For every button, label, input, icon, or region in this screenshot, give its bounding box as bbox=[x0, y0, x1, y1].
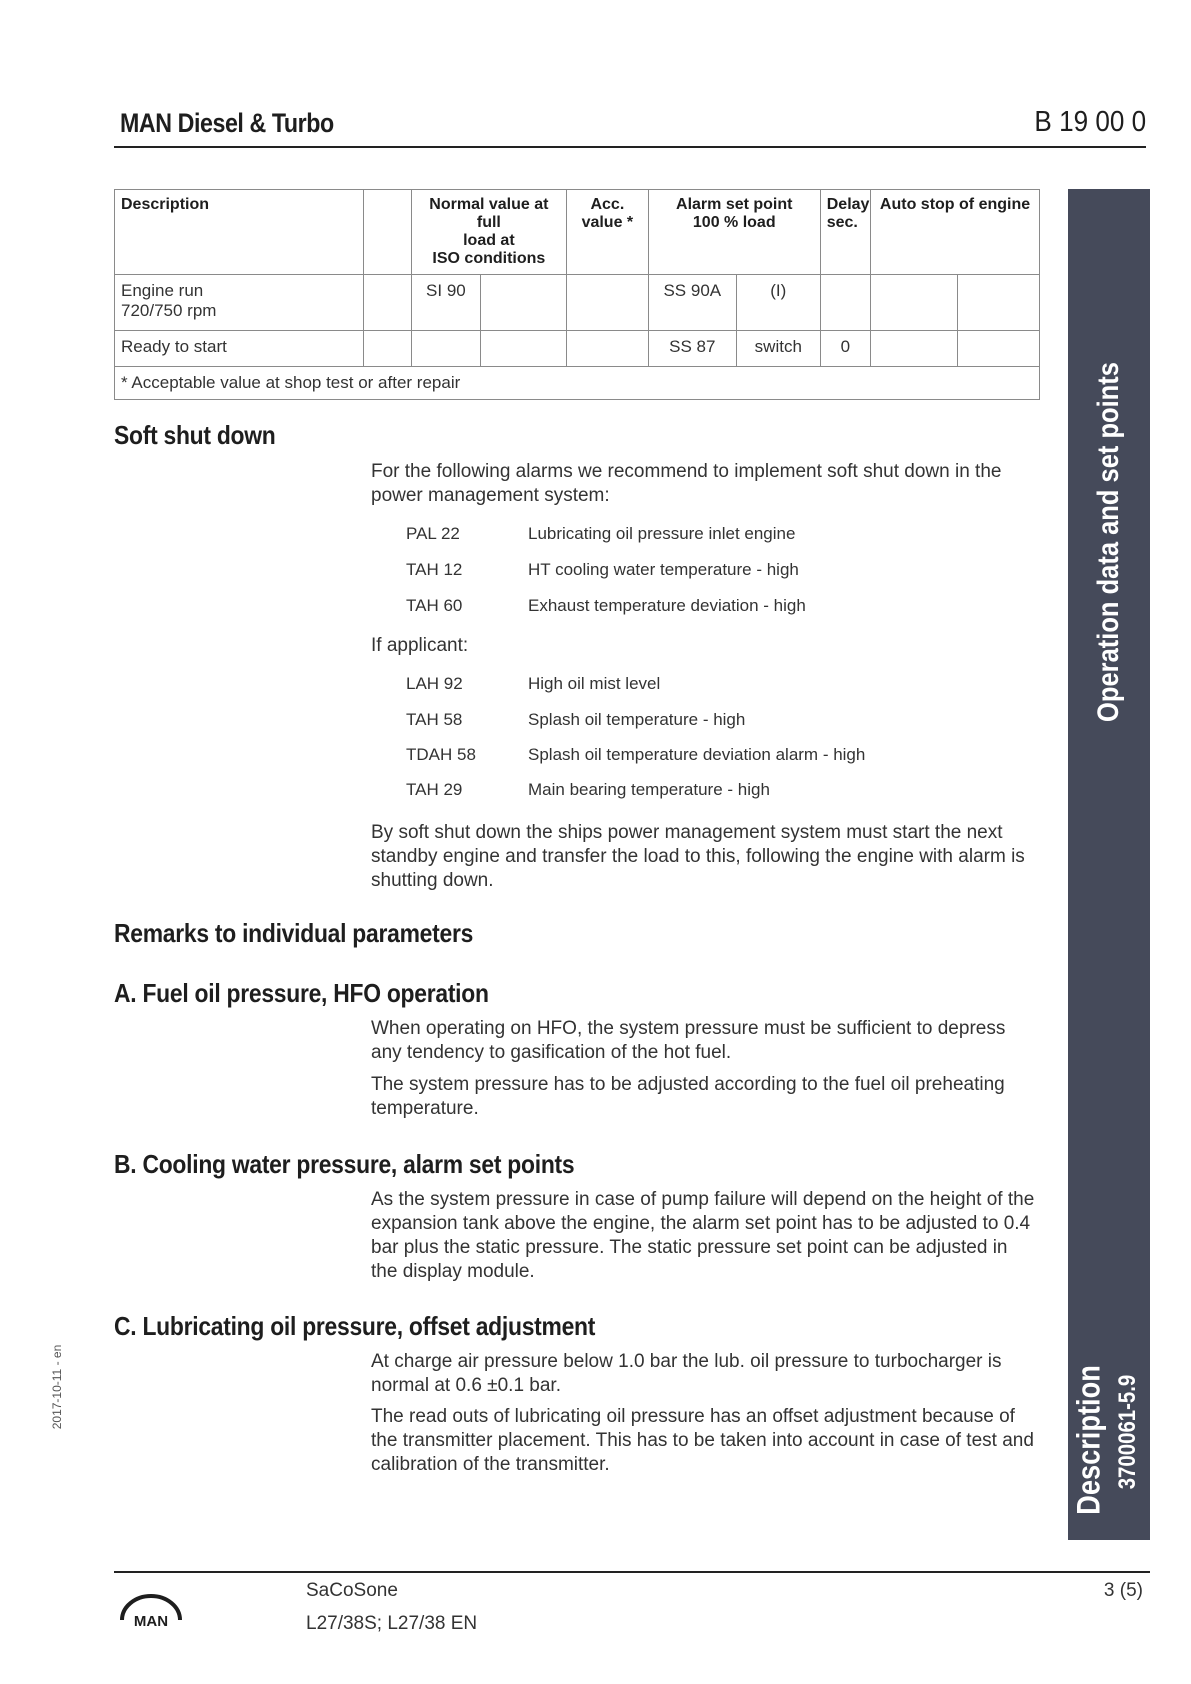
alarm-description: High oil mist level bbox=[528, 674, 661, 693]
alarm-description: Exhaust temperature deviation - high bbox=[528, 596, 806, 615]
row-alarm-value: (I) bbox=[736, 275, 820, 331]
alarm-code: PAL 22 bbox=[406, 524, 460, 543]
row-alarm-value: switch bbox=[736, 331, 820, 367]
page-header bbox=[114, 100, 1146, 148]
soft-shut-down-outro: By soft shut down the ships power management system must start the next standby engine and transfer the load to this, following the engine with alarm is shutting down. bbox=[371, 822, 1025, 891]
document-number: B 19 00 0 bbox=[1034, 106, 1146, 138]
header-description: Description bbox=[115, 190, 364, 275]
table-row bbox=[115, 331, 1040, 367]
alarm-description: HT cooling water temperature - high bbox=[528, 560, 799, 579]
header-alarm-set-point: Alarm set point 100 % load bbox=[648, 190, 820, 275]
section-b-heading: B. Cooling water pressure, alarm set points bbox=[114, 1149, 575, 1179]
section-c-paragraph: The read outs of lubricating oil pressure has an offset adjustment because of the transmitter placement. This has to be taken into account in case of test and calibration of the transmitter. bbox=[371, 1406, 1034, 1475]
header-acc-value: Acc. value * bbox=[566, 190, 648, 275]
sidebar-section: Description bbox=[1070, 1365, 1107, 1515]
row-delay bbox=[820, 275, 870, 331]
table-row bbox=[115, 275, 1040, 331]
alarm-description: Splash oil temperature - high bbox=[528, 710, 746, 729]
alarm-code: LAH 92 bbox=[406, 674, 463, 693]
section-a-paragraph: The system pressure has to be adjusted according to the fuel oil preheating temperature. bbox=[371, 1074, 1005, 1119]
soft-shut-down-intro: For the following alarms we recommend to implement soft shut down in the power management system: bbox=[371, 461, 1002, 506]
alarm-description: Lubricating oil pressure inlet engine bbox=[528, 524, 796, 543]
table-header-row bbox=[115, 190, 1040, 275]
parameters-table bbox=[114, 189, 1040, 400]
row-description: Ready to start bbox=[115, 331, 364, 367]
alarm-code: TAH 60 bbox=[406, 596, 463, 615]
table-footnote: * Acceptable value at shop test or after repair bbox=[115, 367, 1040, 400]
page-number: 3 (5) bbox=[1103, 1580, 1143, 1601]
alarm-description: Main bearing temperature - high bbox=[528, 780, 770, 799]
section-a-paragraph: When operating on HFO, the system pressure must be sufficient to depress any tendency to gasification of the hot fuel. bbox=[371, 1018, 1006, 1063]
row-alarm-code: SS 90A bbox=[648, 275, 736, 331]
section-a-heading: A. Fuel oil pressure, HFO operation bbox=[114, 978, 489, 1008]
section-c-heading: C. Lubricating oil pressure, offset adjustment bbox=[114, 1311, 596, 1341]
footer-engines: L27/38S; L27/38 EN bbox=[306, 1613, 478, 1634]
if-applicant-label: If applicant: bbox=[371, 635, 469, 656]
section-b-paragraph: As the system pressure in case of pump failure will depend on the height of the expansion tank above the engine, the alarm set point has to be adjusted to 0.4 bar plus the static pressure. The static pressure set point can be adjusted in the display module. bbox=[371, 1189, 1035, 1282]
alarm-code: TAH 58 bbox=[406, 710, 463, 729]
row-alarm-code: SS 87 bbox=[648, 331, 736, 367]
header-delay: Delay sec. bbox=[820, 190, 870, 275]
row-description: Engine run 720/750 rpm bbox=[115, 275, 364, 331]
alarm-code: TDAH 58 bbox=[406, 745, 476, 764]
sidebar-title: Operation data and set points bbox=[1092, 362, 1125, 722]
row-delay: 0 bbox=[820, 331, 870, 367]
header-auto-stop: Auto stop of engine bbox=[871, 190, 1040, 275]
footer-product: SaCoSone bbox=[306, 1580, 398, 1601]
sidebar-doc-id: 3700061-5.9 bbox=[1114, 1374, 1141, 1490]
alarm-description: Splash oil temperature deviation alarm - high bbox=[528, 745, 866, 764]
date-stamp: 2017-10-11 - en bbox=[50, 1344, 64, 1430]
soft-shut-down-heading: Soft shut down bbox=[114, 420, 276, 450]
alarm-code: TAH 12 bbox=[406, 560, 463, 579]
remarks-heading: Remarks to individual parameters bbox=[114, 918, 474, 948]
svg-text:MAN: MAN bbox=[133, 1613, 169, 1630]
company-name: MAN Diesel & Turbo bbox=[120, 108, 334, 138]
row-normal-value: SI 90 bbox=[411, 275, 480, 331]
alarm-code: TAH 29 bbox=[406, 780, 463, 799]
man-logo bbox=[118, 1590, 184, 1630]
header-normal-value: Normal value at full load at ISO conditions bbox=[411, 190, 566, 275]
header-empty bbox=[363, 190, 411, 275]
footer-divider bbox=[114, 1571, 1150, 1573]
section-c-paragraph: At charge air pressure below 1.0 bar the lub. oil pressure to turbocharger is normal at 0.6 ±0.1 bar. bbox=[371, 1351, 1002, 1396]
table-footnote-row bbox=[115, 367, 1040, 400]
